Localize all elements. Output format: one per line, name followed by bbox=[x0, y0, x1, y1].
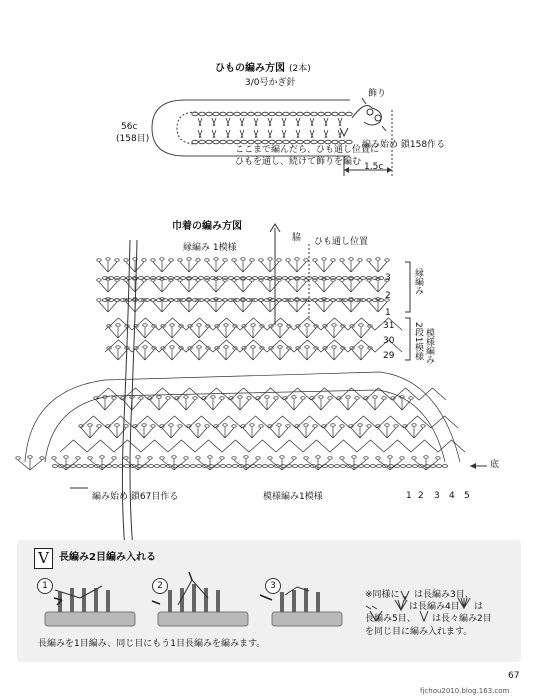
edge-label: 縁編み bbox=[413, 268, 423, 295]
cord-length-rows: (158目) bbox=[116, 134, 150, 144]
triple-symbol-icon bbox=[401, 591, 409, 600]
watermark: fjchou2010.blog.163.com bbox=[420, 687, 510, 695]
cord-width-label: 1.5c bbox=[364, 162, 384, 172]
note-line3: 長編み5目、 bbox=[365, 614, 416, 624]
page-number: 67 bbox=[508, 671, 520, 681]
row-1-label: 1 bbox=[385, 308, 391, 318]
note-line2: は長編み4目 bbox=[409, 602, 460, 612]
bag-title: 巾着の編み方図 bbox=[172, 221, 242, 232]
cord-title-note: (2本) bbox=[289, 64, 311, 74]
row-31-label: 31 bbox=[383, 321, 395, 331]
note-line1: ※同様に bbox=[365, 590, 400, 600]
row-29-label: 29 bbox=[383, 351, 395, 361]
tassel-label: 飾り bbox=[368, 89, 387, 99]
bottom-row-4: 4 bbox=[449, 491, 455, 501]
cord-hook-size: 3/0号かぎ針 bbox=[245, 78, 296, 88]
cord-note-line2: ひもを通し、続けて飾りを編む bbox=[235, 157, 362, 167]
cord-length-label: 56c bbox=[121, 122, 138, 132]
cord-note-line1: ここまで編んだら、ひも通し位置に bbox=[235, 145, 380, 155]
pattern-label-b: 2段1模様 bbox=[413, 322, 423, 361]
note-line2b: は bbox=[474, 602, 484, 612]
row-2-label: 2 bbox=[385, 291, 391, 301]
pattern-repeat-label: 模様編み1模様 bbox=[263, 492, 323, 502]
technique-caption: 長編みを1目編み、同じ目にもう1目長編みを編みます。 bbox=[38, 639, 266, 649]
bottom-row-2: 2 bbox=[418, 491, 424, 501]
step-1-illustration bbox=[45, 586, 135, 626]
bottom-row-5: 5 bbox=[464, 491, 470, 501]
step-2-marker: 2 bbox=[152, 578, 168, 594]
bag-start-label: 編み始め 鎖67目作る bbox=[92, 492, 179, 502]
step-2-illustration bbox=[152, 572, 248, 626]
bottom-row-3: 3 bbox=[434, 491, 440, 501]
note-line3b: は長々編み2目 bbox=[432, 614, 492, 624]
note-line1b: は長編み3目、 bbox=[414, 590, 474, 600]
double-crochet-symbol-icon: V bbox=[34, 548, 53, 569]
edge-pattern-label: 縁編み 1模様 bbox=[183, 243, 237, 253]
bottom-row-1: 1 bbox=[406, 491, 412, 501]
row-30-label: 30 bbox=[383, 336, 395, 346]
quadruple-symbol-icon bbox=[395, 600, 407, 610]
cord-start-label: 編み始め 鎖158作る bbox=[362, 140, 446, 150]
row-3-label: 3 bbox=[385, 273, 391, 283]
step-3-marker: 3 bbox=[265, 578, 281, 594]
step-1-marker: 1 bbox=[37, 578, 53, 594]
note-line4: を同じ目に編み入れます。 bbox=[365, 627, 473, 637]
cord-position-label: ひも通し位置 bbox=[314, 237, 369, 247]
cord-title: ひもの編み方図 bbox=[215, 63, 285, 74]
bottom-label: 底 bbox=[490, 460, 500, 470]
double-treble-symbol-icon bbox=[420, 611, 428, 621]
pattern-label-a: 模様編み bbox=[424, 328, 434, 364]
slit-label: 脇 bbox=[292, 233, 302, 243]
step-3-illustration bbox=[260, 587, 342, 626]
technique-title: 長編み2目編み入れる bbox=[59, 552, 156, 563]
